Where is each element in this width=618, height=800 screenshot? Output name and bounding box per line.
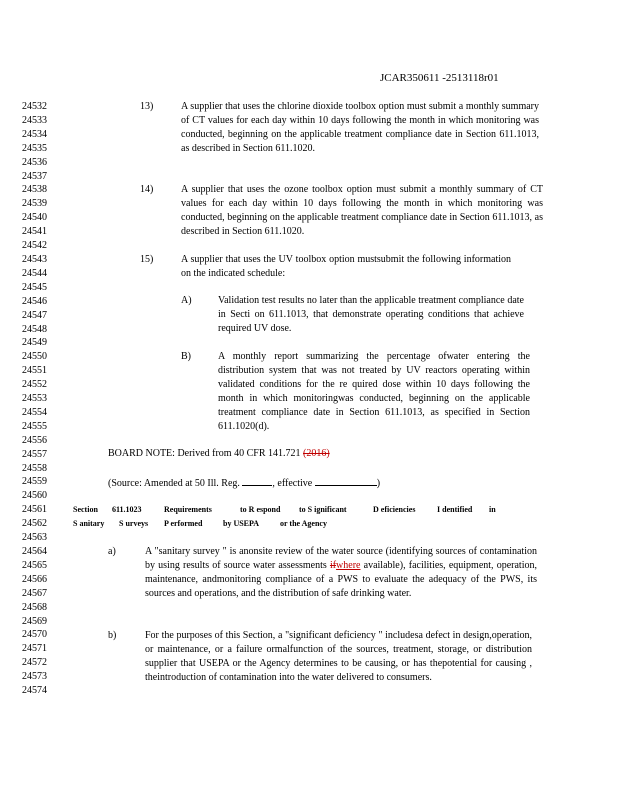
- line-number: 24570: [22, 629, 47, 641]
- para-a-number: a): [108, 546, 116, 557]
- item-14-number: 14): [140, 184, 154, 195]
- line-number: 24559: [22, 476, 47, 488]
- line-number: 24538: [22, 184, 47, 196]
- item-B-number: B): [181, 351, 191, 362]
- line-number: 24557: [22, 448, 47, 460]
- board-note-text: BOARD NOTE: Derived from 40 CFR 141.721: [108, 448, 301, 459]
- doc-id: JCAR350611 -2513118r01: [380, 72, 499, 84]
- item-13-text: A supplier that uses the chlorine dioxide toolbox option must submit a monthly summary of CT values for each day within 10 days following the month in which monitoring was conducted, beginning on the applicable treatment compliance date in Section 611.1013, as described in Section 611.1020.: [181, 101, 539, 154]
- line-number: 24563: [22, 532, 47, 544]
- line-number: 24572: [22, 657, 47, 669]
- line-number: 24542: [22, 240, 47, 252]
- line-number: 24532: [22, 101, 47, 112]
- line-number: 24560: [22, 490, 47, 502]
- para-a-text: A "sanitary survey " is anonsite review of the water source (identifying sources of contamination by using results of source water assessments ifwhere available), facilities, equipment, operation, maintenance, andmonitoring compliance of a PWS to evaluate the adequacy of the PWS, its sources and operations, and the distribution of safe drinking water.: [145, 546, 537, 599]
- source-blank-2: [315, 475, 377, 486]
- source-middle: , effective: [272, 478, 313, 489]
- line-number: 24553: [22, 393, 47, 405]
- para-b-text: For the purposes of this Section, a "significant deficiency " includesa defect in design,operation, or maintenance, or a failure ormalfunction of the sources, treatment, storage, or distribution supplier that USEPA or the Agency determines to be causing, or has thepotential for causing , theintroduction of contamination into the water delivered to consumers.: [145, 630, 532, 683]
- line-number: 24558: [22, 462, 47, 474]
- line-number: 24547: [22, 309, 47, 321]
- line-number: 24545: [22, 281, 47, 293]
- item-15-number: 15): [140, 254, 154, 265]
- line-number: 24569: [22, 615, 47, 627]
- line-number: 24534: [22, 128, 47, 140]
- line-number: 24533: [22, 114, 47, 126]
- line-number: 24536: [22, 156, 47, 168]
- line-number: 24543: [22, 253, 47, 265]
- source-prefix: (Source: Amended at 50 Ill. Reg.: [108, 478, 240, 489]
- line-number: 24541: [22, 226, 47, 238]
- line-number: 24571: [22, 643, 47, 655]
- line-number: 24539: [22, 198, 47, 210]
- line-number: 24552: [22, 379, 47, 391]
- line-number: 24548: [22, 323, 47, 335]
- board-note-struck: (2016): [303, 448, 330, 459]
- line-number: 24535: [22, 142, 47, 154]
- item-14-text: A supplier that uses the ozone toolbox option must submit a monthly summary of CT values for each day within 10 days following the month in which monitoring was conducted, beginning on the applicable treatment compliance date in Section 611.1013, as described in Section 611.1020.: [181, 184, 543, 237]
- line-number: 24564: [22, 546, 47, 557]
- line-number: 24551: [22, 365, 47, 377]
- line-number: 24565: [22, 559, 47, 571]
- para-a-inserted: where: [336, 559, 361, 571]
- line-number: 24567: [22, 587, 47, 599]
- item-13-number: 13): [140, 101, 154, 112]
- line-number: 24550: [22, 351, 47, 363]
- source-suffix: ): [376, 478, 381, 489]
- line-number: 24554: [22, 406, 47, 418]
- board-note: [108, 447, 428, 461]
- item-A-number: A): [181, 295, 192, 306]
- item-B-text: A monthly report summarizing the percentage ofwater entering the distribution system that was not treated by UV reactors operating within validated conditions for the re quired dose within 10 days following the month in which monitoringwas conducted, beginning on the applicable treatment compliance date in Section 611.1013, as specified in Section 611.1020(d).: [218, 351, 530, 432]
- line-number: 24561: [22, 504, 47, 516]
- line-number: 24555: [22, 420, 47, 432]
- line-number: 24540: [22, 212, 47, 224]
- source-line: [108, 475, 448, 491]
- line-number: 24568: [22, 601, 47, 613]
- line-numbers: [22, 100, 62, 698]
- line-number: 24546: [22, 295, 47, 307]
- item-A-text: Validation test results no later than the applicable treatment compliance date in Secti on 611.1013, that demonstrate operating conditions that achieve required UV dose.: [218, 295, 524, 334]
- line-number: 24562: [22, 518, 47, 530]
- item-15-text: A supplier that uses the UV toolbox option mustsubmit the following information on the indicated schedule:: [181, 254, 511, 279]
- line-number: 24549: [22, 337, 47, 349]
- para-a-struck: if: [329, 559, 337, 571]
- line-number: 24573: [22, 671, 47, 683]
- line-number: 24544: [22, 267, 47, 279]
- source-blank-1: [242, 475, 272, 486]
- line-number: 24566: [22, 573, 47, 585]
- para-b-number: b): [108, 630, 117, 641]
- line-number: 24556: [22, 434, 47, 446]
- line-number: 24537: [22, 170, 47, 182]
- line-number: 24574: [22, 685, 47, 697]
